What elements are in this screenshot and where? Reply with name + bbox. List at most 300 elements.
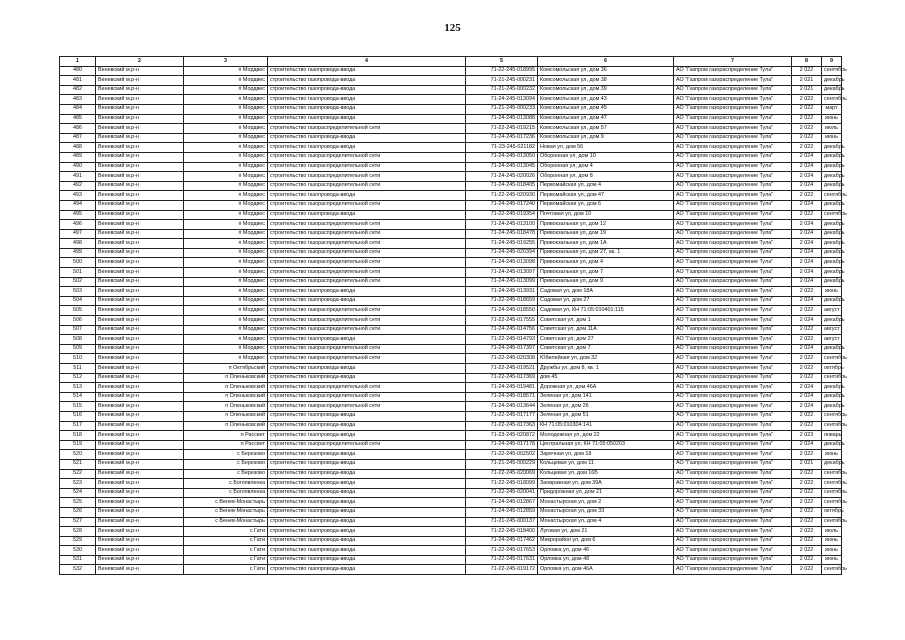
address-cell: Монастырская ул, дом 2 [538, 498, 674, 508]
organization-cell: АО "Газпром газораспределение Тула" [674, 76, 792, 86]
address-cell: Привокзальная ул, дом 9 [538, 277, 674, 287]
work-type-cell: строительство газопровода-ввода [268, 210, 466, 220]
address-cell: Комсомольская ул, дом 9 [538, 133, 674, 143]
month-cell: март [822, 104, 842, 114]
address-cell: Кольцевая ул, дом 11 [538, 459, 674, 469]
table-row [60, 421, 842, 431]
month-cell: декабрь [822, 229, 842, 239]
code-cell: 71-22-245-017363 [466, 421, 538, 431]
settlement-cell: с Гати [184, 536, 268, 546]
work-type-cell: строительство газопровода-ввода [268, 555, 466, 565]
code-cell: 71-22-245-019521 [466, 364, 538, 374]
table-row [60, 181, 842, 191]
month-cell: июль [822, 124, 842, 134]
year-cell: 2 022 [792, 287, 822, 297]
settlement-cell: п Мордвес [184, 133, 268, 143]
organization-cell: АО "Газпром газораспределение Тула" [674, 354, 792, 364]
table-row [60, 565, 842, 575]
table-row [60, 402, 842, 412]
month-cell: сентябрь [822, 469, 842, 479]
month-cell: сентябрь [822, 210, 842, 220]
row-number-cell: 481 [60, 76, 96, 86]
table-body [60, 66, 847, 574]
address-cell: Дорожная ул, дом 46А [538, 383, 674, 393]
settlement-cell: п Мордвес [184, 306, 268, 316]
code-cell: 71-22-245-017653 [466, 546, 538, 556]
row-number-cell: 531 [60, 555, 96, 565]
year-cell: 2 022 [792, 95, 822, 105]
address-cell: Луговая ул, дом 21 [538, 527, 674, 537]
organization-cell: АО "Газпром газораспределение Тула" [674, 277, 792, 287]
year-cell: 2 022 [792, 450, 822, 460]
year-cell: 2 022 [792, 536, 822, 546]
code-cell: 71-22-245-017177 [466, 411, 538, 421]
year-cell: 2 024 [792, 248, 822, 258]
table-header-row [60, 57, 842, 67]
settlement-cell: с Богоявленка [184, 488, 268, 498]
work-type-cell: строительство газопровода-ввода [268, 421, 466, 431]
row-number-cell: 502 [60, 277, 96, 287]
table-row [60, 152, 842, 162]
address-cell: Оборонная ул, дом 8 [538, 172, 674, 182]
settlement-cell: с Богоявленка [184, 479, 268, 489]
month-cell: июнь [822, 450, 842, 460]
address-cell: Монастырская ул, дом 33 [538, 507, 674, 517]
work-type-cell: строительство газопровода-ввода [268, 498, 466, 508]
district-cell: Веневский м.р-н [96, 85, 184, 95]
organization-cell: АО "Газпром газораспределение Тула" [674, 220, 792, 230]
code-cell: 71-22-245-018995 [466, 66, 538, 76]
year-cell: 2 024 [792, 392, 822, 402]
organization-cell: АО "Газпром газораспределение Тула" [674, 565, 792, 575]
month-cell: сентябрь [822, 479, 842, 489]
table-row [60, 191, 842, 201]
column-header-9: 9 [822, 57, 842, 67]
year-cell: 2 024 [792, 383, 822, 393]
address-cell: Комсомольская ул, дом 45 [538, 104, 674, 114]
table-row [60, 411, 842, 421]
settlement-cell: п Мордвес [184, 287, 268, 297]
month-cell: сентябрь [822, 411, 842, 421]
code-cell: 71-24-245-019481 [466, 383, 538, 393]
work-type-cell: строительство газораспределительной сети [268, 181, 466, 191]
organization-cell: АО "Газпром газораспределение Тула" [674, 124, 792, 134]
work-type-cell: строительство газораспределительной сети [268, 124, 466, 134]
work-type-cell: строительство газопровода-ввода [268, 104, 466, 114]
month-cell: декабрь [822, 143, 842, 153]
work-type-cell: строительство газопровода-ввода [268, 536, 466, 546]
settlement-cell: п Мордвес [184, 325, 268, 335]
address-cell: Зеленая ул, дом 26 [538, 402, 674, 412]
organization-cell: АО "Газпром газораспределение Тула" [674, 143, 792, 153]
code-cell: 71-21-245-000229 [466, 459, 538, 469]
settlement-cell: п Оленьковский [184, 402, 268, 412]
row-number-cell: 509 [60, 344, 96, 354]
organization-cell: АО "Газпром газораспределение Тула" [674, 392, 792, 402]
table-row [60, 335, 842, 345]
settlement-cell: п Оленьковский [184, 392, 268, 402]
month-cell: октябрь [822, 507, 842, 517]
organization-cell: АО "Газпром газораспределение Тула" [674, 172, 792, 182]
organization-cell: АО "Газпром газораспределение Тула" [674, 162, 792, 172]
row-number-cell: 524 [60, 488, 96, 498]
organization-cell: АО "Газпром газораспределение Тула" [674, 335, 792, 345]
year-cell: 2 022 [792, 325, 822, 335]
column-header-8: 8 [792, 57, 822, 67]
column-header-7: 7 [674, 57, 792, 67]
year-cell: 2 022 [792, 364, 822, 374]
work-type-cell: строительство газопровода-ввода [268, 335, 466, 345]
year-cell: 2 022 [792, 66, 822, 76]
organization-cell: АО "Газпром газораспределение Тула" [674, 85, 792, 95]
district-cell: Веневский м.р-н [96, 143, 184, 153]
address-cell: Советская ул, дом 7 [538, 344, 674, 354]
row-number-cell: 495 [60, 210, 96, 220]
table-row [60, 536, 842, 546]
organization-cell: АО "Газпром газораспределение Тула" [674, 181, 792, 191]
year-cell: 2 024 [792, 220, 822, 230]
table-row [60, 459, 842, 469]
work-type-cell: строительство газопровода-ввода [268, 287, 466, 297]
address-cell: Советская ул, дом 11А [538, 325, 674, 335]
organization-cell: АО "Газпром газораспределение Тула" [674, 373, 792, 383]
organization-cell: АО "Газпром газораспределение Тула" [674, 344, 792, 354]
district-cell: Веневский м.р-н [96, 344, 184, 354]
table-row [60, 239, 842, 249]
month-cell: сентябрь [822, 421, 842, 431]
district-cell: Веневский м.р-н [96, 507, 184, 517]
row-number-cell: 506 [60, 316, 96, 326]
organization-cell: АО "Газпром газораспределение Тула" [674, 527, 792, 537]
district-cell: Веневский м.р-н [96, 114, 184, 124]
settlement-cell: с Гати [184, 527, 268, 537]
address-cell: Садовая ул, дом 18А [538, 287, 674, 297]
table-row [60, 325, 842, 335]
address-cell: Первомайская ул, дом 6 [538, 200, 674, 210]
district-cell: Веневский м.р-н [96, 565, 184, 575]
table-row [60, 268, 842, 278]
year-cell: 2 024 [792, 440, 822, 450]
row-number-cell: 530 [60, 546, 96, 556]
year-cell: 2 024 [792, 181, 822, 191]
work-type-cell: строительство газораспределительной сети [268, 229, 466, 239]
year-cell: 2 024 [792, 239, 822, 249]
code-cell: 71-24-245-013050 [466, 152, 538, 162]
code-cell: 71-22-245-020930 [466, 191, 538, 201]
code-cell: 71-22-245-014793 [466, 335, 538, 345]
address-cell: Комсомольская ул, дом 43 [538, 95, 674, 105]
organization-cell: АО "Газпром газораспределение Тула" [674, 152, 792, 162]
code-cell: 71-22-245-018400 [466, 527, 538, 537]
work-type-cell: строительство газораспределительной сети [268, 392, 466, 402]
settlement-cell: п Мордвес [184, 66, 268, 76]
organization-cell: АО "Газпром газораспределение Тула" [674, 325, 792, 335]
settlement-cell: п Рассвет [184, 440, 268, 450]
district-cell: Веневский м.р-н [96, 229, 184, 239]
settlement-cell: с Венев-Монастырь [184, 517, 268, 527]
month-cell: декабрь [822, 181, 842, 191]
district-cell: Веневский м.р-н [96, 536, 184, 546]
table-row [60, 354, 842, 364]
month-cell: декабрь [822, 76, 842, 86]
address-cell: Придорожная ул, дом 21 [538, 488, 674, 498]
row-number-cell: 494 [60, 200, 96, 210]
settlement-cell: п Мордвес [184, 239, 268, 249]
address-cell: Оборонная ул, дом 4 [538, 162, 674, 172]
table-row [60, 364, 842, 374]
work-type-cell: строительство газопровода-ввода [268, 459, 466, 469]
row-number-cell: 523 [60, 479, 96, 489]
month-cell: сентябрь [822, 565, 842, 575]
address-cell: Зеленая ул, дом 141 [538, 392, 674, 402]
month-cell: декабрь [822, 277, 842, 287]
work-type-cell: строительство газопровода-ввода [268, 527, 466, 537]
row-number-cell: 522 [60, 469, 96, 479]
code-cell: 71-24-245-013088 [466, 114, 538, 124]
address-cell: Заовражная ул, дом 39А [538, 479, 674, 489]
settlement-cell: п Мордвес [184, 277, 268, 287]
address-cell: Комсомольская ул, дом 57 [538, 124, 674, 134]
table-row [60, 200, 842, 210]
table-row [60, 104, 842, 114]
work-type-cell: строительство газопровода-ввода [268, 85, 466, 95]
row-number-cell: 486 [60, 124, 96, 134]
column-header-1: 1 [60, 57, 96, 67]
month-cell: январь [822, 431, 842, 441]
month-cell: июль [822, 527, 842, 537]
row-number-cell: 519 [60, 440, 96, 450]
work-type-cell: строительство газопровода-ввода [268, 95, 466, 105]
table-row [60, 527, 842, 537]
settlement-cell: п Оленьковский [184, 383, 268, 393]
work-type-cell: строительство газораспределительной сети [268, 258, 466, 268]
settlement-cell: п Мордвес [184, 172, 268, 182]
code-cell: 71-22-245-017369 [466, 373, 538, 383]
code-cell: 71-24-245-017178 [466, 440, 538, 450]
district-cell: Веневский м.р-н [96, 450, 184, 460]
settlement-cell: п Мордвес [184, 248, 268, 258]
table-row [60, 555, 842, 565]
code-cell: 71-24-245-014756 [466, 325, 538, 335]
row-number-cell: 515 [60, 402, 96, 412]
organization-cell: АО "Газпром газораспределение Тула" [674, 191, 792, 201]
code-cell: 71-22-245-018099 [466, 479, 538, 489]
work-type-cell: строительство газораспределительной сети [268, 344, 466, 354]
month-cell: декабрь [822, 258, 842, 268]
work-type-cell: строительство газопровода-ввода [268, 479, 466, 489]
work-type-cell: строительство газопровода-ввода [268, 411, 466, 421]
year-cell: 2 022 [792, 479, 822, 489]
year-cell: 2 022 [792, 191, 822, 201]
row-number-cell: 516 [60, 411, 96, 421]
month-cell: сентябрь [822, 517, 842, 527]
address-cell: Советская ул, дом 27 [538, 335, 674, 345]
row-number-cell: 490 [60, 162, 96, 172]
address-cell: Монастырская ул, дом 4 [538, 517, 674, 527]
district-cell: Веневский м.р-н [96, 66, 184, 76]
organization-cell: АО "Газпром газораспределение Тула" [674, 450, 792, 460]
table-row [60, 66, 842, 76]
year-cell: 2 022 [792, 517, 822, 527]
address-cell: Микрорайон ул, дом 6 [538, 536, 674, 546]
table-row [60, 85, 842, 95]
work-type-cell: строительство газопровода-ввода [268, 469, 466, 479]
row-number-cell: 525 [60, 498, 96, 508]
work-type-cell: строительство газопровода-ввода [268, 373, 466, 383]
address-cell: Дружбы ул, дом 8, кв. 1 [538, 364, 674, 374]
address-cell: Привокзальная ул, дом 12 [538, 220, 674, 230]
month-cell: декабрь [822, 344, 842, 354]
code-cell: 71-22-245-020308 [466, 354, 538, 364]
settlement-cell: с Березово [184, 469, 268, 479]
work-type-cell: строительство газопровода-ввода [268, 546, 466, 556]
code-cell: 71-21-245-000231 [466, 76, 538, 86]
code-cell: 71-24-245-013098 [466, 258, 538, 268]
organization-cell: АО "Газпром газораспределение Тула" [674, 440, 792, 450]
month-cell: июнь [822, 114, 842, 124]
code-cell: 71-24-245-017240 [466, 200, 538, 210]
table-row [60, 383, 842, 393]
row-number-cell: 500 [60, 258, 96, 268]
month-cell: декабрь [822, 152, 842, 162]
year-cell: 2 022 [792, 373, 822, 383]
organization-cell: АО "Газпром газораспределение Тула" [674, 248, 792, 258]
year-cell: 2 022 [792, 306, 822, 316]
work-type-cell: строительство газопровода-ввода [268, 66, 466, 76]
column-header-2: 2 [96, 57, 184, 67]
row-number-cell: 526 [60, 507, 96, 517]
district-cell: Веневский м.р-н [96, 373, 184, 383]
address-cell: Центральная ул, КН 71:05:050203 [538, 440, 674, 450]
settlement-cell: п Мордвес [184, 354, 268, 364]
district-cell: Веневский м.р-н [96, 287, 184, 297]
row-number-cell: 501 [60, 268, 96, 278]
year-cell: 2 022 [792, 488, 822, 498]
district-cell: Веневский м.р-н [96, 421, 184, 431]
district-cell: Веневский м.р-н [96, 200, 184, 210]
year-cell: 2 021 [792, 459, 822, 469]
row-number-cell: 518 [60, 431, 96, 441]
organization-cell: АО "Газпром газораспределение Тула" [674, 296, 792, 306]
year-cell: 2 022 [792, 133, 822, 143]
organization-cell: АО "Газпром газораспределение Тула" [674, 479, 792, 489]
district-cell: Веневский м.р-н [96, 296, 184, 306]
table-row [60, 143, 842, 153]
code-cell: 71-24-245-013094 [466, 95, 538, 105]
district-cell: Веневский м.р-н [96, 555, 184, 565]
code-cell: 71-24-245-018405 [466, 181, 538, 191]
code-cell: 71-24-245-018478 [466, 229, 538, 239]
row-number-cell: 499 [60, 248, 96, 258]
district-cell: Веневский м.р-н [96, 306, 184, 316]
address-cell: Кольцевая ул, дом 16Б [538, 469, 674, 479]
table-row [60, 133, 842, 143]
work-type-cell: строительство газопровода-ввода [268, 517, 466, 527]
work-type-cell: строительство газопровода-ввода [268, 450, 466, 460]
year-cell: 2 023 [792, 431, 822, 441]
table-row [60, 277, 842, 287]
table-row [60, 469, 842, 479]
organization-cell: АО "Газпром газораспределение Тула" [674, 488, 792, 498]
month-cell: июнь [822, 555, 842, 565]
address-cell: Юбилейная ул, дом 32 [538, 354, 674, 364]
organization-cell: АО "Газпром газораспределение Тула" [674, 364, 792, 374]
settlement-cell: п Мордвес [184, 268, 268, 278]
organization-cell: АО "Газпром газораспределение Тула" [674, 66, 792, 76]
table-row [60, 172, 842, 182]
district-cell: Веневский м.р-н [96, 152, 184, 162]
address-cell: Орловка ул, дом 46 [538, 546, 674, 556]
table-row [60, 479, 842, 489]
settlement-cell: п Мордвес [184, 76, 268, 86]
row-number-cell: 480 [60, 66, 96, 76]
address-cell: Садовая ул, дом 27 [538, 296, 674, 306]
organization-cell: АО "Газпром газораспределение Тула" [674, 239, 792, 249]
organization-cell: АО "Газпром газораспределение Тула" [674, 431, 792, 441]
work-type-cell: строительство газопровода-ввода [268, 565, 466, 575]
code-cell: 71-22-245-019354 [466, 210, 538, 220]
settlement-cell: п Мордвес [184, 85, 268, 95]
year-cell: 2 022 [792, 104, 822, 114]
row-number-cell: 505 [60, 306, 96, 316]
organization-cell: АО "Газпром газораспределение Тула" [674, 411, 792, 421]
district-cell: Веневский м.р-н [96, 258, 184, 268]
work-type-cell: строительство газопровода-ввода [268, 191, 466, 201]
settlement-cell: п Мордвес [184, 210, 268, 220]
table-row [60, 517, 842, 527]
work-type-cell: строительство газораспределительной сети [268, 402, 466, 412]
month-cell: декабрь [822, 268, 842, 278]
year-cell: 2 022 [792, 546, 822, 556]
column-header-5: 5 [466, 57, 538, 67]
settlement-cell: п Мордвес [184, 114, 268, 124]
month-cell: июнь [822, 133, 842, 143]
month-cell: август [822, 306, 842, 316]
settlement-cell: с Березово [184, 459, 268, 469]
code-cell: 71-22-245-002502 [466, 450, 538, 460]
settlement-cell: п Оленьковский [184, 373, 268, 383]
district-cell: Веневский м.р-н [96, 268, 184, 278]
district-cell: Веневский м.р-н [96, 392, 184, 402]
settlement-cell: п Рассвет [184, 431, 268, 441]
table-row [60, 392, 842, 402]
district-cell: Веневский м.р-н [96, 459, 184, 469]
organization-cell: АО "Газпром газораспределение Тула" [674, 421, 792, 431]
year-cell: 2 022 [792, 114, 822, 124]
year-cell: 2 022 [792, 527, 822, 537]
settlement-cell: п Мордвес [184, 124, 268, 134]
settlement-cell: п Мордвес [184, 296, 268, 306]
settlement-cell: п Оленьковский [184, 411, 268, 421]
row-number-cell: 520 [60, 450, 96, 460]
code-cell: 71-24-245-018550 [466, 306, 538, 316]
address-cell: Первомайская ул, дом 4 [538, 181, 674, 191]
month-cell: декабрь [822, 172, 842, 182]
settlement-cell: с Гати [184, 546, 268, 556]
row-number-cell: 532 [60, 565, 96, 575]
code-cell: 71-24-245-020394 [466, 248, 538, 258]
code-cell: 71-22-245-018659 [466, 296, 538, 306]
organization-cell: АО "Газпром газораспределение Тула" [674, 200, 792, 210]
organization-cell: АО "Газпром газораспределение Тула" [674, 498, 792, 508]
year-cell: 2 022 [792, 507, 822, 517]
organization-cell: АО "Газпром газораспределение Тула" [674, 210, 792, 220]
year-cell: 2 021 [792, 76, 822, 86]
year-cell: 2 024 [792, 296, 822, 306]
month-cell: сентябрь [822, 191, 842, 201]
address-cell: Орловка ул, дом 48 [538, 555, 674, 565]
row-number-cell: 528 [60, 527, 96, 537]
